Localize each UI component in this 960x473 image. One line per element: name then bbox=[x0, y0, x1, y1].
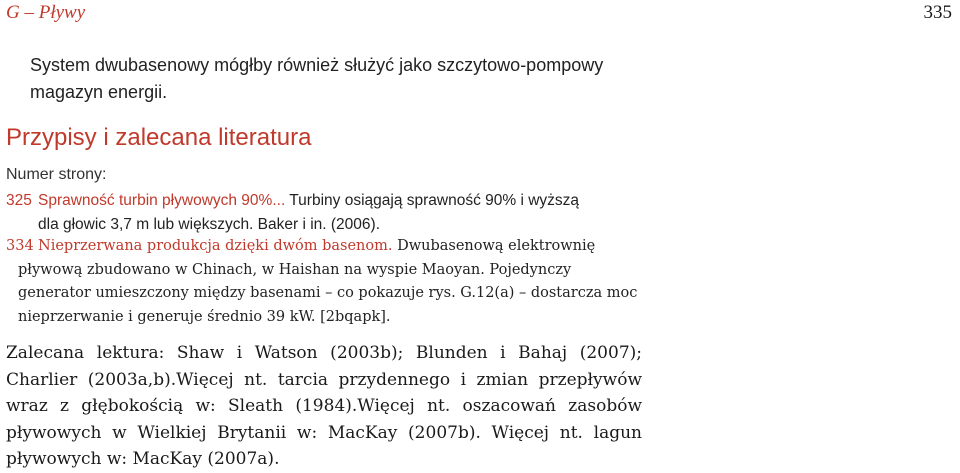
note-text-continued: pływową zbudowano w Chinach, w Haishan na wyspie Maoyan. Pojedynczy generator umieszczony między basenami – co pokazuje rys. G.12(a) – dostarcza moc nieprzerwanie i generuje średnio 39 kW. [2bqapk]. bbox=[18, 261, 638, 325]
pages-label: Numer strony: bbox=[6, 166, 107, 183]
note-text-continued: dla głowic 3,7 m lub większych. Baker i in. (2006). bbox=[38, 215, 381, 233]
note-page-number: 334 bbox=[6, 238, 34, 254]
note-highlight: Nieprzerwana produkcja dzięki dwóm basenom. bbox=[38, 238, 393, 254]
note-325 bbox=[6, 189, 646, 236]
section-title: Przypisy i zalecana literatura bbox=[6, 124, 312, 151]
note-text: Dwubasenową elektrownię bbox=[392, 238, 596, 254]
running-header-section: G – Pływy bbox=[6, 2, 86, 23]
intro-paragraph: System dwubasenowy mógłby również służyć jako szczytowo-pompowy magazyn energii. bbox=[30, 55, 604, 102]
note-highlight: Sprawność turbin pływowych 90%... bbox=[38, 192, 286, 209]
note-text: Turbiny osiągają sprawność 90% i wyższą bbox=[285, 192, 580, 209]
note-334 bbox=[6, 235, 646, 329]
note-page-number: 325 bbox=[6, 192, 32, 209]
further-reading-paragraph: Zalecana lektura: Shaw i Watson (2003b); Blunden i Bahaj (2007); Charlier (2003a,b).Więcej nt. tarcia przydennego i zmian przepływów wraz z głębokością w: Sleath (1984).Więcej nt. oszacowań zasobów pływowych w Wielkiej Brytanii w: MacKay (2007b). Więcej nt. lagun pływowych w: MacKay (2007a). bbox=[6, 343, 642, 469]
page-number: 335 bbox=[923, 2, 952, 23]
